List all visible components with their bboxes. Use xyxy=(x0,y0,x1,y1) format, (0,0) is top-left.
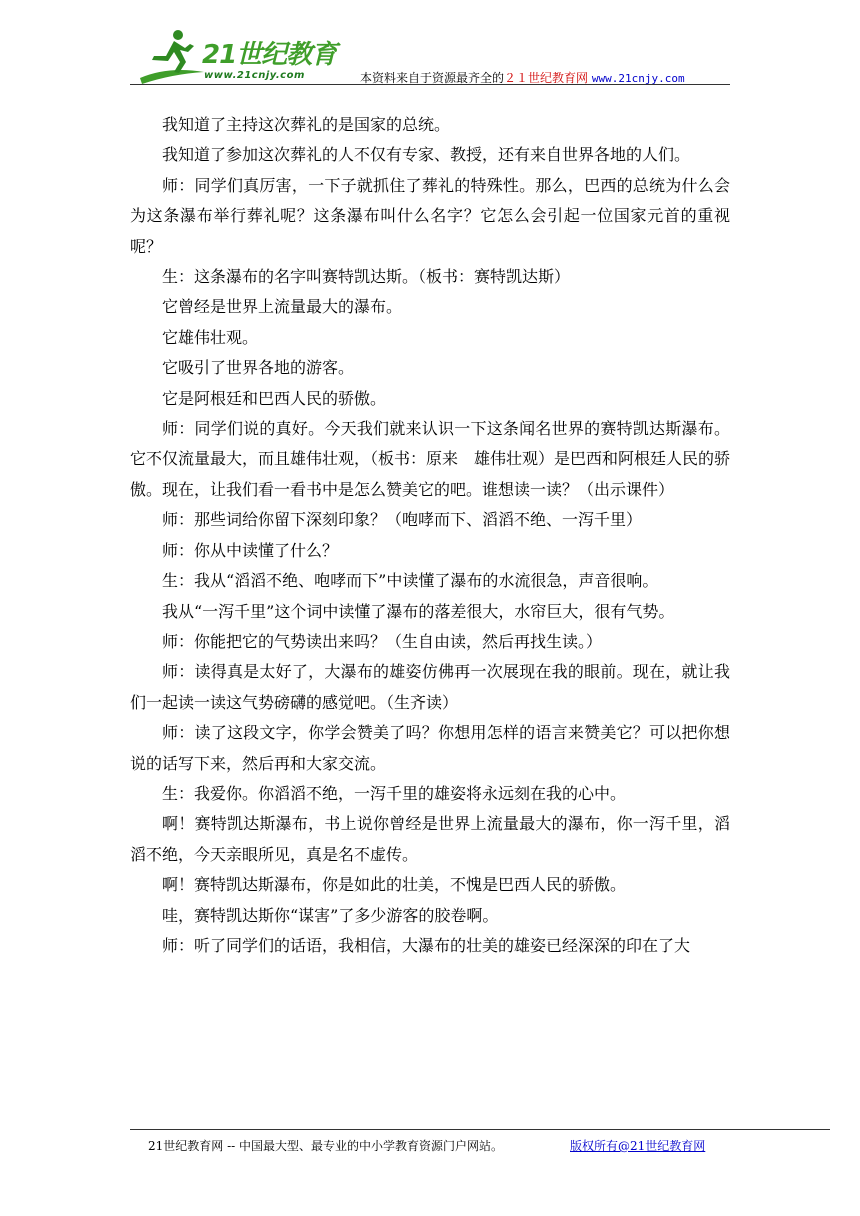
paragraph: 哇，赛特凯达斯你“谋害”了多少游客的胶卷啊。 xyxy=(162,905,499,925)
paragraph: 师：同学们说的真好。今天我们就来认识一下这条闻名世界的赛特凯达斯瀑布。它不仅流量最大，而且雄伟壮观，（板书：原来 雄伟壮观）是巴西和阿根廷人民的骄傲。现在，让我们看一看书中是怎么赞美它的吧。谁想读一读？（出示课件） xyxy=(130,419,731,499)
copyright-link[interactable]: 版权所有@21世纪教育网 xyxy=(570,1139,706,1153)
paragraph: 啊！赛特凯达斯瀑布，你是如此的壮美，不愧是巴西人民的骄傲。 xyxy=(162,875,627,895)
paragraph: 师：同学们真厉害，一下子就抓住了葬礼的特殊性。那么，巴西的总统为什么会为这条瀑布举行葬礼呢？这条瀑布叫什么名字？它怎么会引起一位国家元首的重视呢？ xyxy=(130,175,730,256)
header-url-link[interactable]: www.21cnjy.com xyxy=(591,72,685,85)
site-logo[interactable] xyxy=(138,26,348,86)
paragraph: 师：你能把它的气势读出来吗？（生自由读，然后再找生读。） xyxy=(162,631,603,651)
page-header xyxy=(130,20,730,86)
paragraph: 啊！赛特凯达斯瀑布，书上说你曾经是世界上流量最大的瀑布，你一泻千里，滔滔不绝，今天亲眼所见，真是名不虚传。 xyxy=(130,814,730,864)
runner-logo-icon xyxy=(138,26,208,86)
logo-url: www.21cnjy.com xyxy=(204,70,305,81)
paragraph: 生：这条瀑布的名字叫赛特凯达斯。（板书：赛特凯达斯） xyxy=(162,267,571,287)
paragraph: 我从“一泻千里”这个词中读懂了瀑布的落差很大，水帘巨大，很有气势。 xyxy=(162,601,675,621)
logo-title: 21世纪教育 xyxy=(202,40,337,70)
header-brand-link[interactable]: ２１世纪教育网 xyxy=(504,71,589,85)
header-divider xyxy=(130,84,730,85)
footer-divider xyxy=(130,1129,830,1130)
paragraph: 它曾经是世界上流量最大的瀑布。 xyxy=(162,297,403,317)
footer-text: 21世纪教育网 -- 中国最大型、最专业的中小学教育资源门户网站。 xyxy=(148,1139,504,1153)
paragraph: 师：你从中读懂了什么？ xyxy=(162,540,339,560)
header-note-prefix: 本资料来自于资源最齐全的 xyxy=(360,71,505,85)
paragraph: 它是阿根廷和巴西人民的骄傲。 xyxy=(162,388,387,408)
paragraph: 师：读得真是太好了，大瀑布的雄姿仿佛再一次展现在我的眼前。现在，就让我们一起读一读这气势磅礴的感觉吧。（生齐读） xyxy=(130,662,730,712)
paragraph: 我知道了主持这次葬礼的是国家的总统。 xyxy=(162,115,451,134)
document-body xyxy=(130,110,730,961)
paragraph: 我知道了参加这次葬礼的人不仅有专家、教授，还有来自世界各地的人们。 xyxy=(162,145,691,165)
paragraph: 师：读了这段文字，你学会赞美了吗？你想用怎样的语言来赞美它？可以把你想说的话写下来，然后再和大家交流。 xyxy=(130,723,730,773)
paragraph: 它吸引了世界各地的游客。 xyxy=(162,358,355,378)
paragraph: 生：我爱你。你滔滔不绝，一泻千里的雄姿将永远刻在我的心中。 xyxy=(162,783,627,803)
paragraph: 生：我从“滔滔不绝、咆哮而下”中读懂了瀑布的水流很急，声音很响。 xyxy=(162,571,659,591)
paragraph: 它雄伟壮观。 xyxy=(162,327,259,347)
paragraph: 师：那些词给你留下深刻印象？（咆哮而下、滔滔不绝、一泻千里） xyxy=(162,510,643,530)
page-footer xyxy=(148,1137,706,1154)
paragraph: 师：听了同学们的话语，我相信，大瀑布的壮美的雄姿已经深深的印在了大 xyxy=(162,935,691,955)
